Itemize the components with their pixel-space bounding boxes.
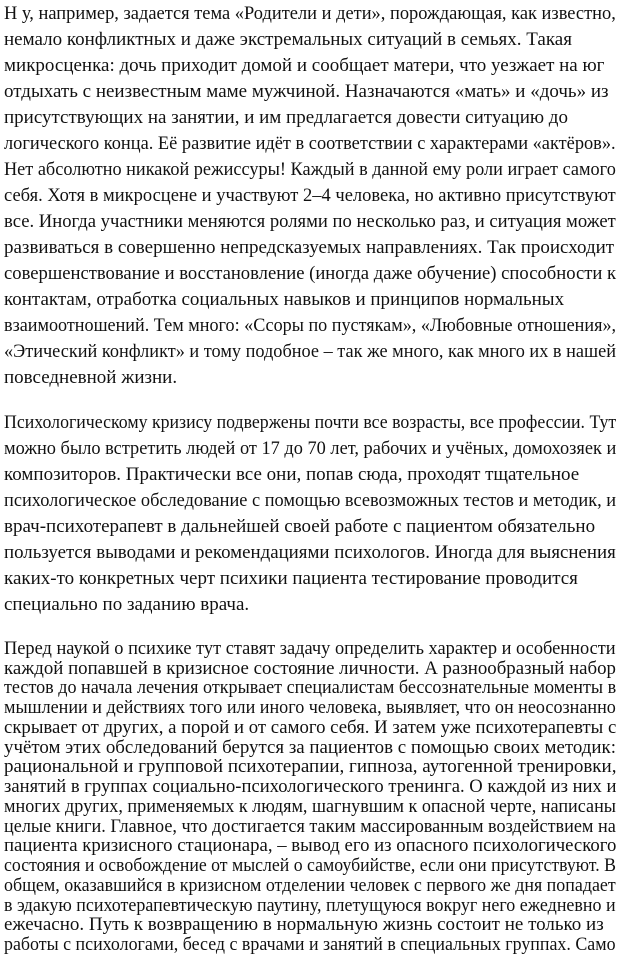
paragraph-1-line-3: микросценка: дочь приходит домой и сообщает матери, что уезжает на юг xyxy=(4,55,605,76)
paragraph-3-line-10: целые книги. Главное, что достигается таким массированным воздействием на xyxy=(4,816,616,837)
paragraph-2-line-1: Психологическому кризису подвержены почти все возрасты, все профессии. Тут xyxy=(4,412,617,433)
paragraph-3-line-5: скрывает от других, а порой и от самого себя. И затем уже психотерапевты с xyxy=(4,717,617,738)
paragraph-1-line-4: отдыхать с неизвестным маме мужчиной. Назначаются «мать» и «дочь» из xyxy=(4,81,609,102)
paragraph-1-line-14: «Этический конфликт» и тому подобное – так же много, как много их в нашей xyxy=(4,341,616,362)
paragraph-2-line-8: специально по заданию врача. xyxy=(4,594,250,615)
paragraph-2-line-6: пользуется выводами и рекомендациями психологов. Иногда для выяснения xyxy=(4,542,616,563)
paragraph-3-line-13: общем, оказавшийся в кризисном отделении человек с первого же дня попадает xyxy=(4,875,616,896)
paragraph-3-line-2: каждой попавшей в кризисное состояние личности. А разнообразный набор xyxy=(4,658,616,679)
paragraph-3-line-7: рациональной и групповой психотерапии, гипноза, аутогенной тренировки, xyxy=(4,756,617,777)
paragraph-3-line-16: работы с психологами, бесед с врачами и занятий в специальных группах. Само xyxy=(4,934,616,955)
paragraph-3-line-12: состояния и освобождение от мыслей о самоубийстве, если они присутствуют. В xyxy=(4,855,616,876)
paragraph-1-line-6: логического конца. Её развитие идёт в соответствии с характерами «актёров». xyxy=(4,133,616,154)
paragraph-1-line-9: все. Иногда участники меняются ролями по несколько раз, и ситуация может xyxy=(4,211,616,232)
paragraph-3-line-14: в эдакую психотерапевтическую паутину, плетущуюся вокруг него ежедневно и xyxy=(4,895,616,916)
paragraph-2-line-4: психологическое обследование с помощью всевозможных тестов и методик, и xyxy=(4,490,617,511)
paragraph-2-line-2: можно было встретить людей от 17 до 70 лет, рабочих и учёных, домохозяек и xyxy=(4,438,617,459)
paragraph-3-line-1: Перед наукой о психике тут ставят задачу определить характер и особенности xyxy=(4,638,616,659)
paragraph-3-line-6: учётом этих обследований берутся за пациентов с помощью своих методик: xyxy=(4,737,616,758)
paragraph-3-line-15: ежечасно. Путь к возвращению в нормальную жизнь состоит не только из xyxy=(4,914,604,935)
paragraph-1-line-15: повседневной жизни. xyxy=(4,367,178,388)
paragraph-1-line-10: развиваться в совершенно непредсказуемых направлениях. Так происходит xyxy=(4,237,615,258)
paragraph-1-line-5: присутствующих на занятии, и им предлагается довести ситуацию до xyxy=(4,107,568,128)
paragraph-1-line-8: себя. Хотя в микросцене и участвуют 2–4 человека, но активно присутствуют xyxy=(4,185,616,206)
paragraph-1-line-11: совершенствование и восстановление (иногда даже обучение) способности к xyxy=(4,263,617,284)
paragraph-3-line-8: занятий в группах социально-психологического тренинга. О каждой из них и xyxy=(4,776,617,797)
paragraph-2-line-3: композиторов. Практически все они, попав сюда, проходят тщательное xyxy=(4,464,580,485)
paragraph-2-line-7: каких-то конкретных черт психики пациента тестирование проводится xyxy=(4,568,578,589)
paragraph-3-line-3: тестов до начала лечения открывает специалистам бессознательные моменты в xyxy=(4,677,617,698)
paragraph-1-line-13: взаимоотношений. Тем много: «Ссоры по пустякам», «Любовные отношения», xyxy=(4,315,617,336)
paragraph-1-line-12: контактам, отработка социальных навыков и принципов нормальных xyxy=(4,289,565,310)
paragraph-1-line-1: Н у, например, задается тема «Родители и дети», порождающая, как известно, xyxy=(4,3,616,24)
paragraph-3-line-9: многих других, применяемых к людям, шагнувшим к опасной черте, написаны xyxy=(4,796,616,817)
paragraph-1-line-2: немало конфликтных и даже экстремальных ситуаций в семьях. Такая xyxy=(4,29,572,50)
paragraph-1-line-7: Нет абсолютно никакой режиссуры! Каждый в данной ему роли играет самого xyxy=(4,159,616,180)
paragraph-3-line-11: пациента кризисного стационара, – вывод его из опасного психологического xyxy=(4,835,617,856)
paragraph-3-line-4: мышлении и действиях того или иного человека, выявляет, что он неосознанно xyxy=(4,697,616,718)
paragraph-2-line-5: врач-психотерапевт в дальнейшей своей работе с пациентом обязательно xyxy=(4,516,596,537)
